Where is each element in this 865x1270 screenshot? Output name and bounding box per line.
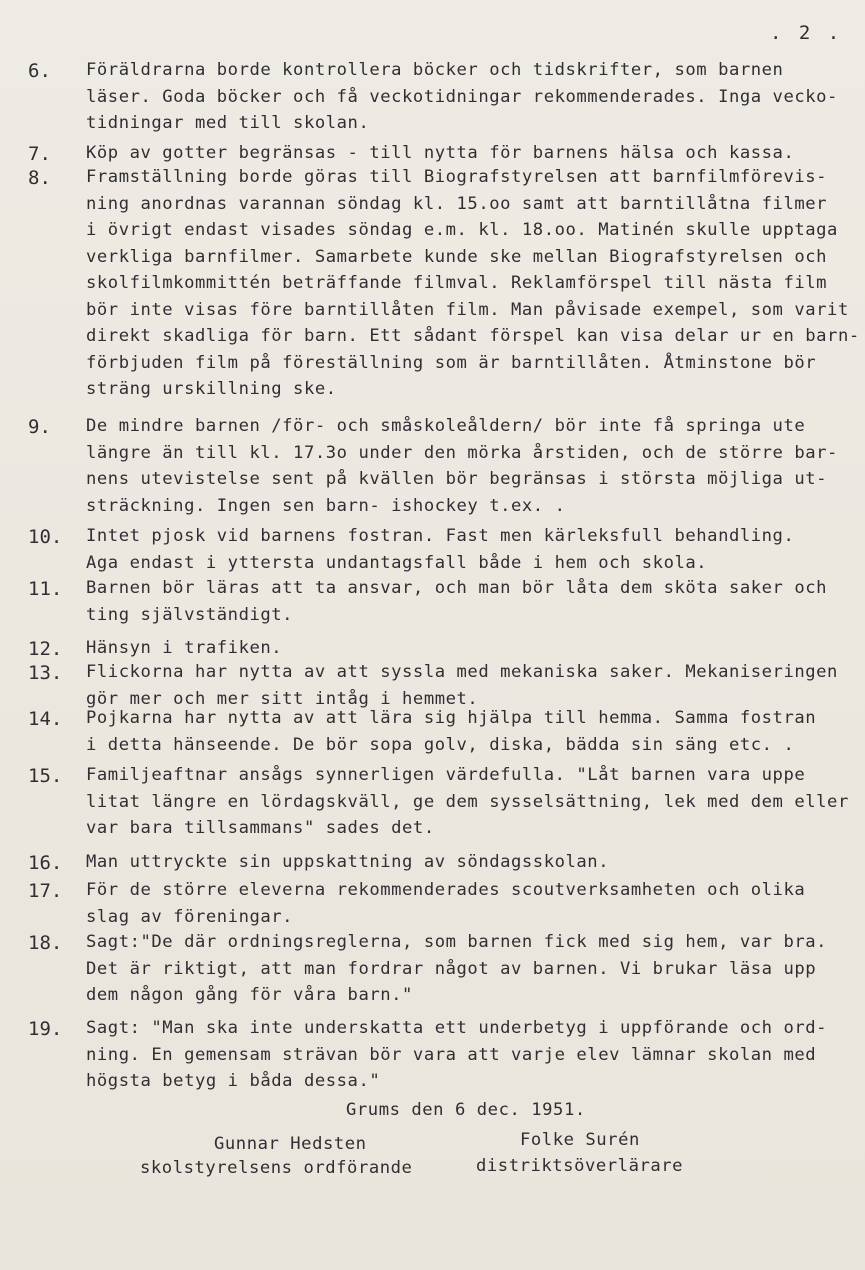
item-number: 11. bbox=[28, 578, 63, 600]
item-number: 10. bbox=[28, 526, 63, 548]
item-number: 6. bbox=[28, 60, 51, 82]
item-number: 13. bbox=[28, 662, 63, 684]
signer-left-title: skolstyrelsens ordförande bbox=[140, 1158, 413, 1178]
item-text-line: Föräldrarna borde kontrollera böcker och tidskrifter, som barnen bbox=[86, 60, 784, 80]
item-text-line: förbjuden film på föreställning som är barntillåten. Åtminstone bör bbox=[86, 352, 817, 373]
page-number: . 2 . bbox=[770, 22, 843, 44]
item-text-line: skolfilmkommittén beträffande filmval. Reklamförspel till nästa film bbox=[86, 273, 828, 293]
item-text-line: litat längre en lördagskväll, ge dem sysselsättning, lek med dem eller bbox=[86, 791, 849, 812]
item-number: 16. bbox=[28, 852, 63, 874]
item-text-line: ting självständigt. bbox=[86, 604, 294, 625]
item-text-line: gör mer och mer sitt intåg i hemmet. bbox=[86, 688, 479, 709]
item-text-line: Flickorna har nytta av att syssla med mekaniska saker. Mekaniseringen bbox=[86, 662, 838, 682]
item-text-line: tidningar med till skolan. bbox=[86, 113, 370, 133]
item-number: 8. bbox=[28, 167, 51, 189]
signer-left-name: Gunnar Hedsten bbox=[214, 1134, 367, 1154]
item-text-line: Aga endast i yttersta undantagsfall både i hem och skola. bbox=[86, 552, 708, 573]
item-text-line: Sagt:"De där ordningsreglerna, som barnen fick med sig hem, var bra. bbox=[86, 932, 828, 952]
item-number: 17. bbox=[28, 880, 63, 902]
item-text-line: slag av föreningar. bbox=[86, 906, 294, 927]
item-text-line: Barnen bör läras att ta ansvar, och man bör låta dem sköta saker och bbox=[86, 578, 828, 598]
item-text-line: i detta hänseende. De bör sopa golv, diska, bädda sin säng etc. . bbox=[86, 734, 795, 755]
item-number: 15. bbox=[28, 765, 63, 787]
item-text-line: Hänsyn i trafiken. bbox=[86, 638, 283, 658]
item-number: 7. bbox=[28, 143, 51, 165]
item-number: 18. bbox=[28, 932, 63, 954]
item-text-line: i övrigt endast visades söndag e.m. kl. 18.oo. Matinén skulle upptaga bbox=[86, 220, 838, 240]
item-text-line: verkliga barnfilmer. Samarbete kunde ske mellan Biografstyrelsen och bbox=[86, 246, 828, 267]
item-text-line: nens utevistelse sent på kvällen bör begränsas i största möjliga ut- bbox=[86, 469, 828, 489]
item-text-line: var bara tillsammans" sades det. bbox=[86, 818, 435, 838]
item-text-line: Framställning borde göras till Biografstyrelsen att barnfilmförevis- bbox=[86, 167, 828, 187]
item-text-line: dem någon gång för våra barn." bbox=[86, 985, 413, 1005]
item-text-line: Intet pjosk vid barnens fostran. Fast men kärleksfull behandling. bbox=[86, 526, 795, 546]
item-text-line: direkt skadliga för barn. Ett sådant förspel kan visa delar ur en barn- bbox=[86, 326, 860, 346]
item-text-line: De mindre barnen /för- och småskoleåldern/ bör inte få springa ute bbox=[86, 416, 806, 436]
item-text-line: ning. En gemensam strävan bör vara att varje elev lämnar skolan med bbox=[86, 1044, 817, 1065]
item-text-line: Det är riktigt, att man fordrar något av barnen. Vi brukar läsa upp bbox=[86, 958, 817, 979]
item-number: 9. bbox=[28, 416, 51, 438]
place-date: Grums den 6 dec. 1951. bbox=[346, 1100, 586, 1120]
item-text-line: ning anordnas varannan söndag kl. 15.oo samt att barntillåtna filmer bbox=[86, 193, 828, 214]
item-text-line: sträckning. Ingen sen barn- ishockey t.ex. . bbox=[86, 495, 566, 516]
item-text-line: längre än till kl. 17.3o under den mörka årstiden, och de större bar- bbox=[86, 442, 838, 463]
signer-right-name: Folke Surén bbox=[520, 1130, 640, 1150]
item-text-line: läser. Goda böcker och få veckotidningar rekommenderades. Inga vecko- bbox=[86, 86, 838, 107]
item-text-line: sträng urskillning ske. bbox=[86, 379, 337, 399]
item-text-line: Pojkarna har nytta av att lära sig hjälpa till hemma. Samma fostran bbox=[86, 708, 817, 728]
item-text-line: bör inte visas före barntillåten film. Man påvisade exempel, som varit bbox=[86, 299, 849, 320]
item-text-line: Köp av gotter begränsas - till nytta för barnens hälsa och kassa. bbox=[86, 143, 795, 163]
item-number: 19. bbox=[28, 1018, 63, 1040]
item-text-line: För de större eleverna rekommenderades scoutverksamheten och olika bbox=[86, 880, 806, 900]
item-number: 12. bbox=[28, 638, 63, 660]
item-text-line: högsta betyg i båda dessa." bbox=[86, 1071, 381, 1091]
item-text-line: Familjeaftnar ansågs synnerligen värdefulla. "Låt barnen vara uppe bbox=[86, 765, 806, 785]
signer-right-title: distriktsöverlärare bbox=[476, 1156, 684, 1176]
item-text-line: Man uttryckte sin uppskattning av söndagsskolan. bbox=[86, 852, 610, 872]
item-text-line: Sagt: "Man ska inte underskatta ett underbetyg i uppförande och ord- bbox=[86, 1018, 828, 1038]
item-number: 14. bbox=[28, 708, 63, 730]
